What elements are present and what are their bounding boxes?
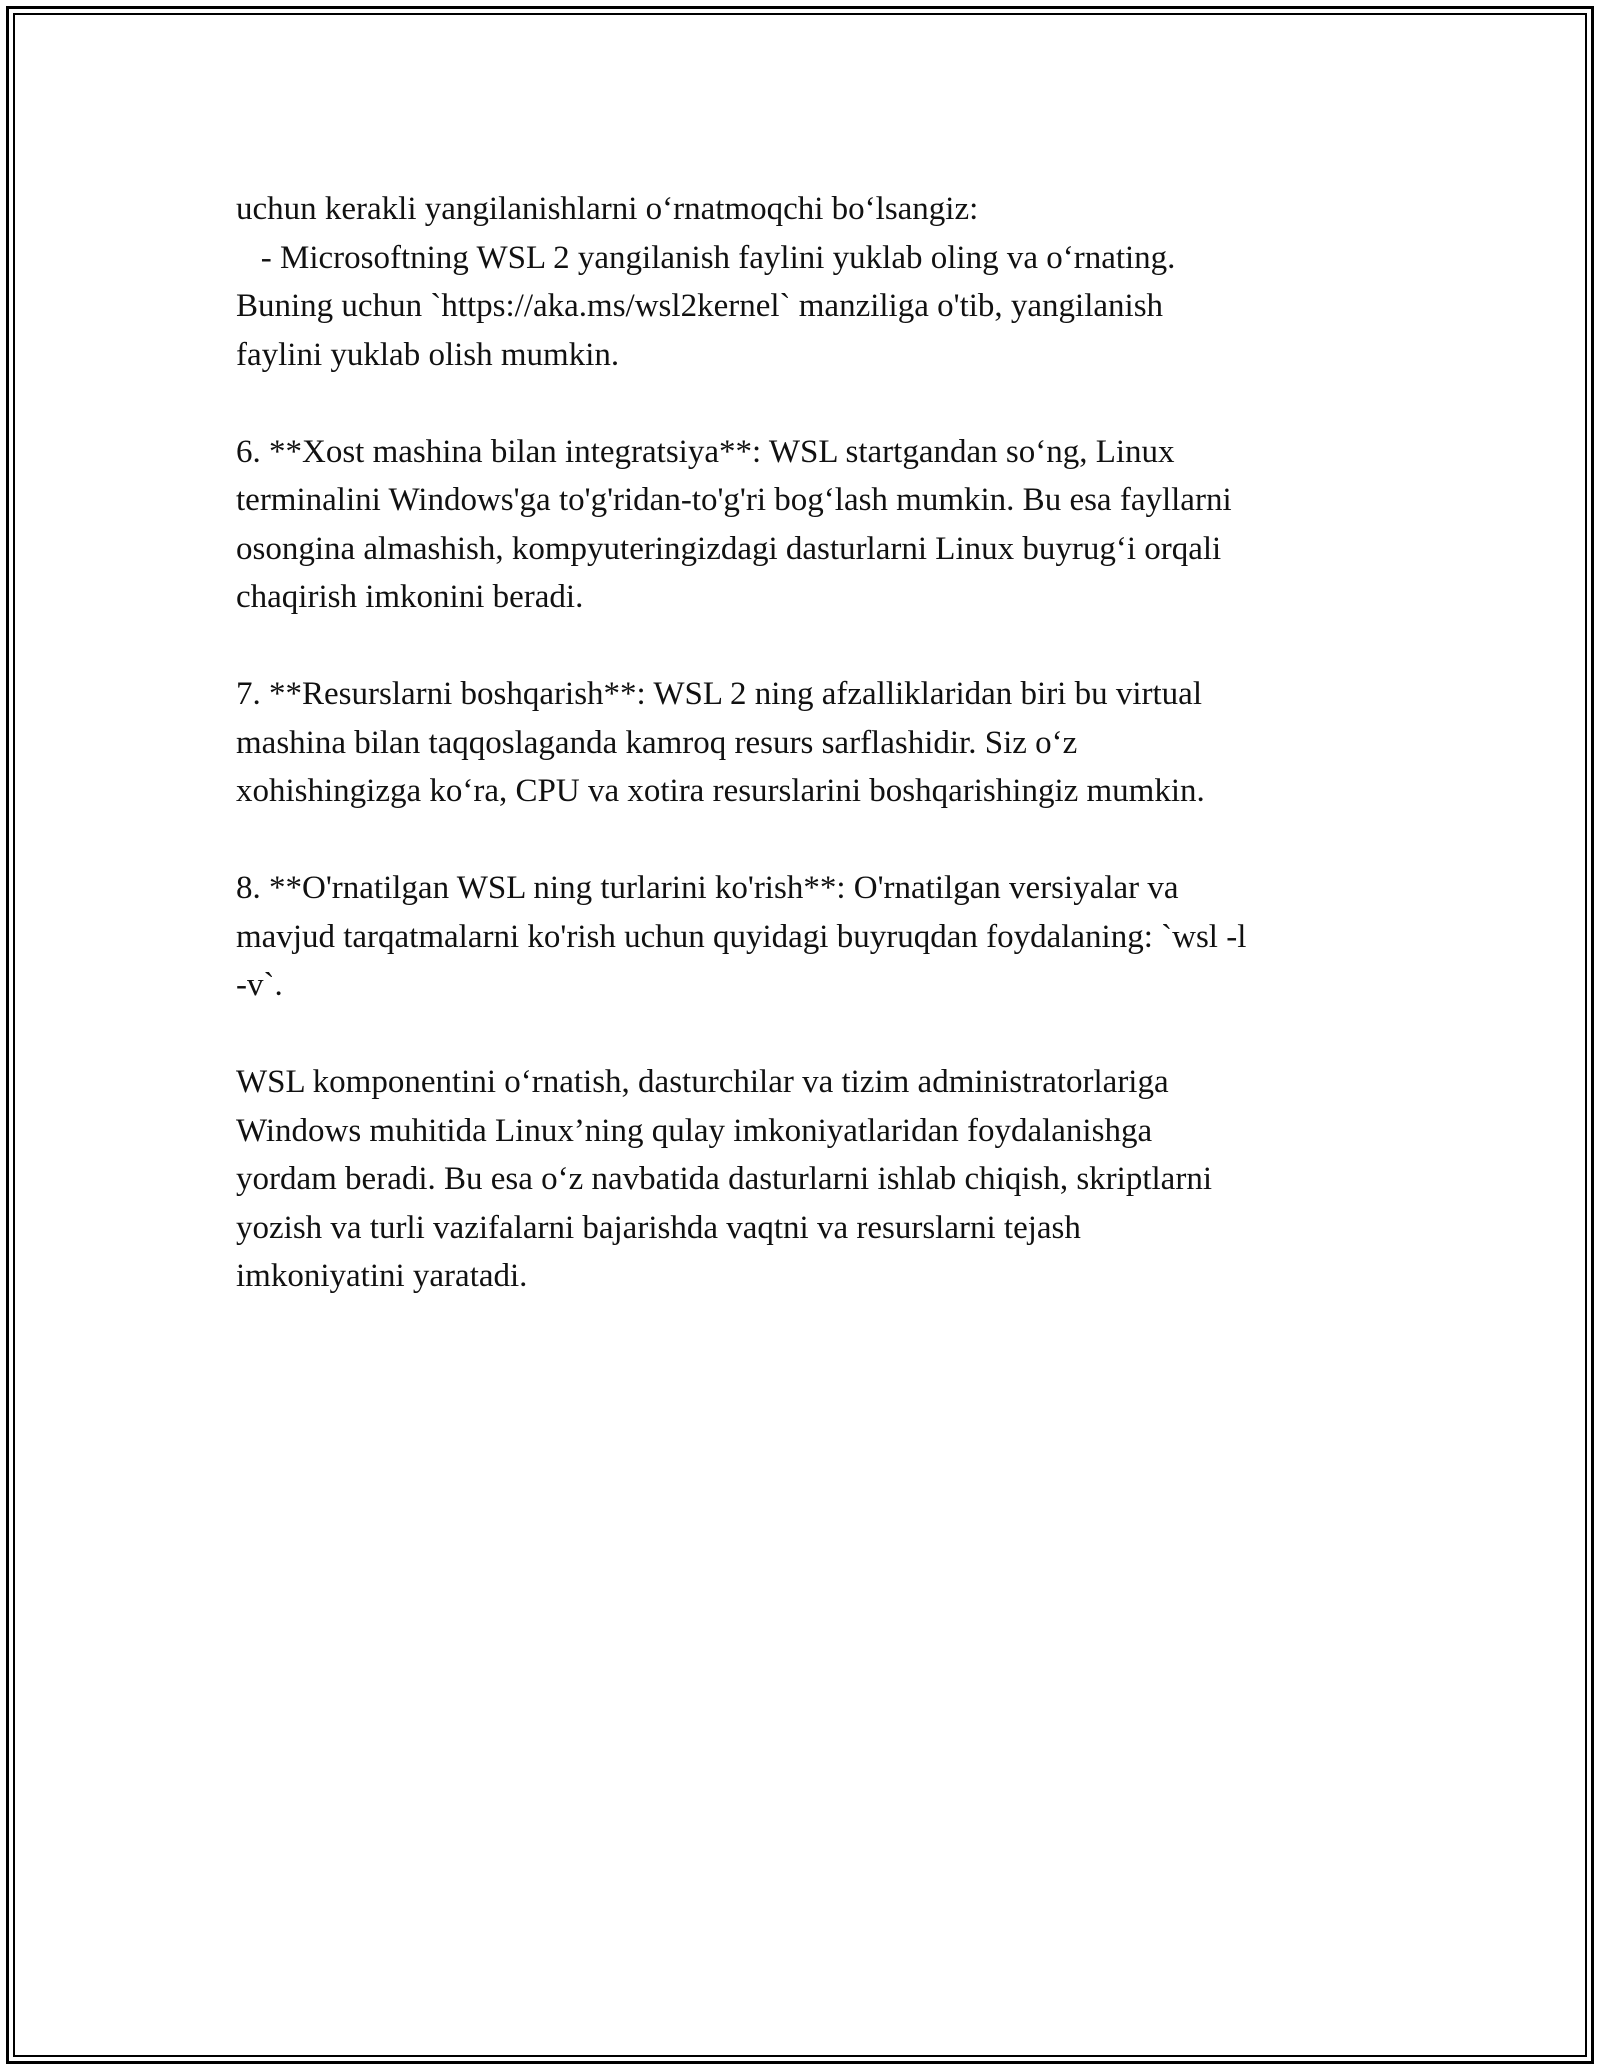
paragraph-gap (236, 816, 1386, 865)
text-line: 7. **Resurslarni boshqarish**: WSL 2 ning afzalliklaridan biri bu virtual (236, 676, 1202, 712)
paragraph-gap (236, 1010, 1386, 1059)
text-line: chaqirish imkonini beradi. (236, 579, 584, 615)
paragraph-gap (236, 622, 1386, 671)
text-line: Buning uchun `https://aka.ms/wsl2kernel` manziliga o'tib, yangilanish (236, 288, 1164, 324)
text-line: uchun kerakli yangilanishlarni o‘rnatmoqchi bo‘lsangiz: (236, 191, 979, 227)
text-line: imkoniyatini yaratadi. (236, 1258, 528, 1294)
paragraph-item-7 (236, 670, 1386, 816)
text-line: -v`. (236, 967, 283, 1003)
text-line: mavjud tarqatmalarni ko'rish uchun quyidagi buyruqdan foydalaning: `wsl -l (236, 918, 1247, 955)
paragraph-gap (236, 379, 1386, 428)
text-line: 6. **Xost mashina bilan integratsiya**: WSL startgandan so‘ng, Linux (236, 433, 1175, 470)
paragraph-conclusion (236, 1058, 1386, 1301)
paragraph-item-8 (236, 864, 1386, 1010)
text-line: 8. **O'rnatilgan WSL ning turlarini ko'rish**: O'rnatilgan versiyalar va (236, 870, 1179, 906)
text-line: mashina bilan taqqoslaganda kamroq resurs sarflashidir. Siz o‘z (236, 724, 1078, 761)
text-line: osongina almashish, kompyuteringizdagi dasturlarni Linux buyrug‘i orqali (236, 530, 1222, 567)
text-line: yordam beradi. Bu esa o‘z navbatida dasturlarni ishlab chiqish, skriptlarni (236, 1161, 1212, 1197)
text-line: terminalini Windows'ga to'g'ridan-to'g'ri bog‘lash mumkin. Bu esa fayllarni (236, 482, 1232, 518)
paragraph-item-6 (236, 428, 1386, 622)
paragraph-update-instructions (236, 185, 1386, 379)
text-line: Windows muhitida Linux’ning qulay imkoniyatlaridan foydalanishga (236, 1112, 1153, 1149)
text-line: - Microsoftning WSL 2 yangilanish faylini yuklab oling va o‘rnating. (236, 239, 1176, 276)
text-line: yozish va turli vazifalarni bajarishda vaqtni va resurslarni tejash (236, 1209, 1081, 1246)
text-line: xohishingizga ko‘ra, CPU va xotira resurslarini boshqarishingiz mumkin. (236, 773, 1205, 809)
text-line: faylini yuklab olish mumkin. (236, 336, 620, 373)
document-body (236, 185, 1386, 1301)
text-line: WSL komponentini o‘rnatish, dasturchilar va tizim administratorlariga (236, 1064, 1169, 1100)
